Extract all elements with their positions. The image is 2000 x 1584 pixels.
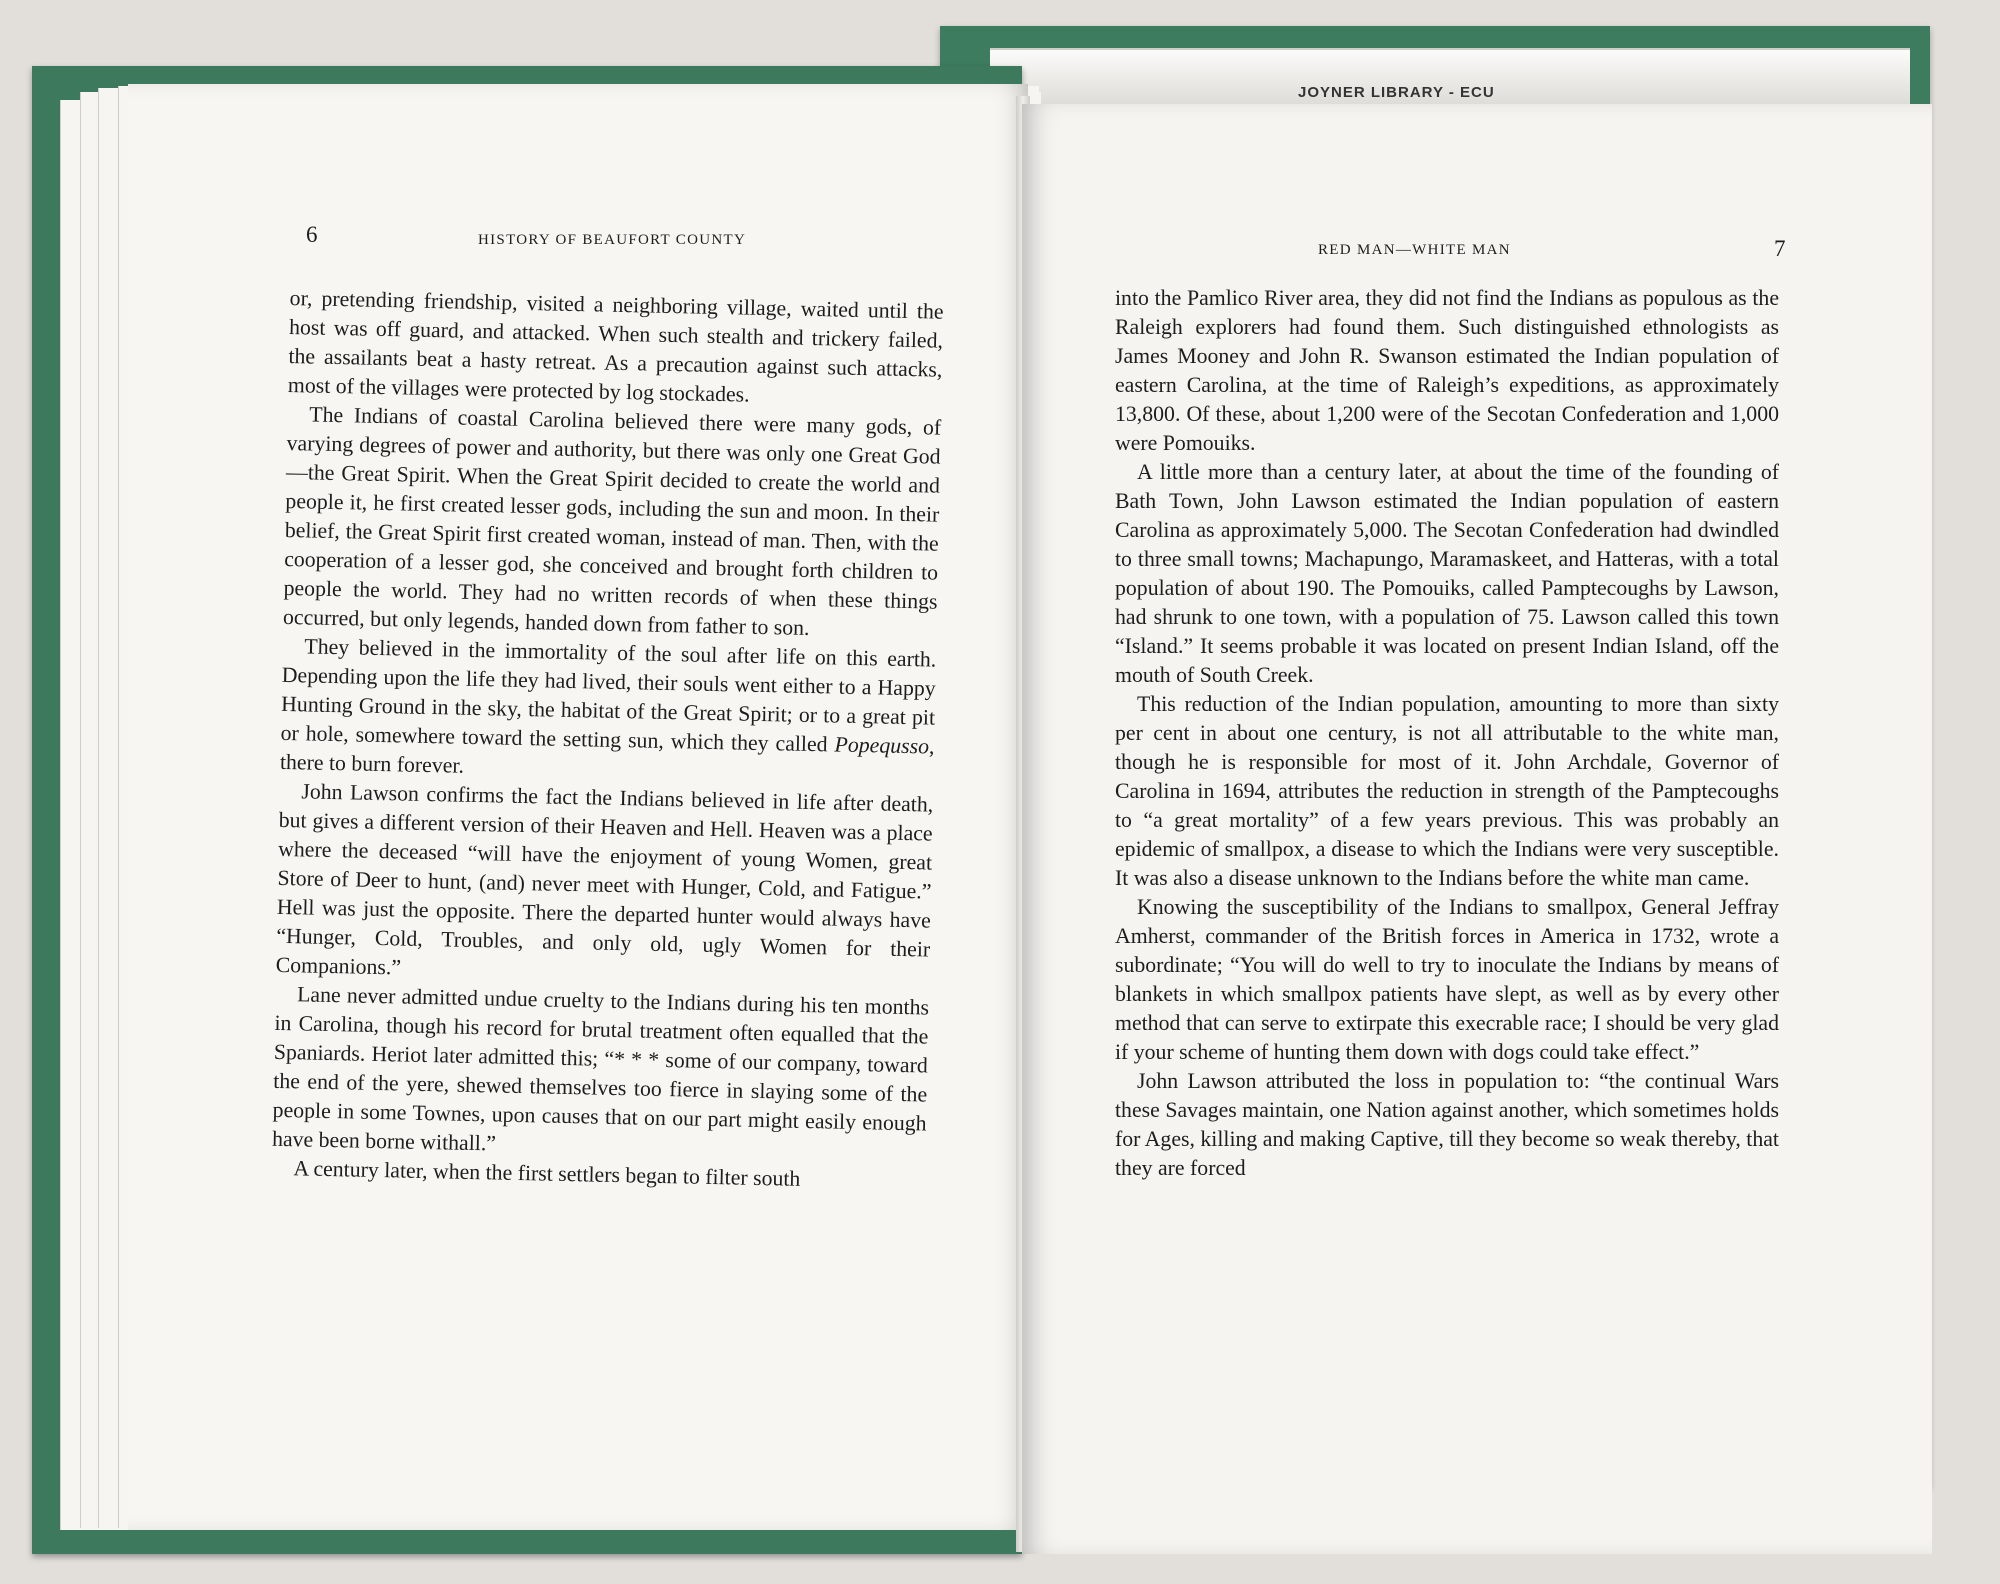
paragraph: A century later, when the first settlers began to filter south xyxy=(293,1156,801,1191)
paragraph: into the Pamlico River area, they did not find the Indians as populous as the Raleigh explorers had found them. Such distinguished ethnologists as James Mooney and John R. Swanson estimated the Indian population of eastern Carolina, at the time of Raleigh’s expeditions, as approximately 13,800. Of these, about 1,200 were of the Secotan Confederation and 1,000 were Pomouiks. xyxy=(1115,286,1779,455)
paragraph: or, pretending friendship, visited a neighboring village, waited until the host was off guard, and attacked. When such stealth and trickery failed, the assailants beat a hasty retreat. As a precaution against such attacks, most of the villages were protected by log stockades. xyxy=(287,285,944,407)
paragraph-text: They believed in the immortality of the soul after life on this earth. Depending upon the life they had lived, their souls went either to a Happy Hunting Ground in the sky, the habitat of the Great Spirit; or to a great pit or hole, somewhere toward the setting sun, which they called xyxy=(280,634,937,757)
page-number: 6 xyxy=(306,222,318,247)
right-page xyxy=(1022,104,1932,1554)
page-text xyxy=(1115,284,1779,1183)
paragraph: The Indians of coastal Carolina believed there were many gods, of varying degrees of power and authority, but there was only one Great God—the Great Spirit. When the Great Spirit decided to create the world and people it, he first created lesser gods, including the sun and moon. In their belief, the Great Spirit first created woman, instead of man. Then, with the cooperation of a lesser god, she conceived and brought forth children to people the world. They had no written records of when these things occurred, but only legends, handed down from father to son. xyxy=(282,402,942,640)
paragraph: John Lawson confirms the fact the Indians believed in life after death, but gives a different version of their Heaven and Hell. Heaven was a place where the deceased “will have the enjoyment of young Women, great Store of Deer to hunt, (and) never meet with Hunger, Cold, and Fatigue.” Hell was just the opposite. There the departed hunter would always have “Hunger, Cold, Troubles, and only old, ugly Women for their Companions.” xyxy=(275,779,934,980)
paragraph xyxy=(280,632,937,791)
paragraph: Lane never admitted undue cruelty to the Indians during his ten months in Carolina, though his record for brutal treatment often equalled that the Spaniards. Heriot later admitted this; “* * * some of our company, toward the end of the yere, shewed themselves too fierce in slaying some of the people in some Townes, upon causes that on our part might easily enough have been borne withall.” xyxy=(271,982,930,1156)
italic-term: Popequsso xyxy=(834,732,930,759)
paragraph: Knowing the susceptibility of the Indians to smallpox, General Jeffray Amherst, commander of the British forces in America in 1732, wrote a subordinate; “You will do well to try to inoculate the Indians by means of blankets in which smallpox patients have slept, as well as by every other method that can serve to extirpate this execrable race; I should be very glad if your scheme of hunting them down with dogs could take effect.” xyxy=(1115,895,1779,1064)
running-head: RED MAN—WHITE MAN xyxy=(1318,242,1511,258)
paragraph: John Lawson attributed the loss in population to: “the continual Wars these Savages maintain, one Nation against another, which sometimes holds for Ages, killing and making Captive, till they become so weak thereby, that they are forced xyxy=(1115,1069,1779,1180)
library-stamp: JOYNER LIBRARY - ECU xyxy=(1298,84,1495,101)
page-text xyxy=(271,284,944,1196)
running-head: HISTORY OF BEAUFORT COUNTY xyxy=(478,232,747,248)
paragraph: This reduction of the Indian population, amounting to more than sixty per cent in about one century, is not all attributable to the white man, though he is responsible for most of it. John Archdale, Governor of Carolina in 1694, attributes the reduction in strength of the Pamptecoughs to “a great mortality” of a few years previous. This was probably an epidemic of smallpox, a disease to which the Indians were very susceptible. It was also a disease unknown to the Indians before the white man came. xyxy=(1115,692,1779,890)
paragraph-text: , there to burn forever. xyxy=(279,734,935,778)
paragraph: A little more than a century later, at about the time of the founding of Bath Town, John Lawson estimated the Indian population of eastern Carolina as approximately 5,000. The Secotan Confederation had dwindled to three small towns; Machapungo, Maramaskeet, and Hatteras, with a total population of about 190. The Pomouiks, called Pamptecoughs by Lawson, had shrunk to one town, with a population of 75. Lawson called this town “Island.” It seems probable it was located on present Indian Island, off the mouth of South Creek. xyxy=(1115,460,1779,687)
page-number: 7 xyxy=(1774,236,1786,261)
left-page xyxy=(128,84,1028,1530)
